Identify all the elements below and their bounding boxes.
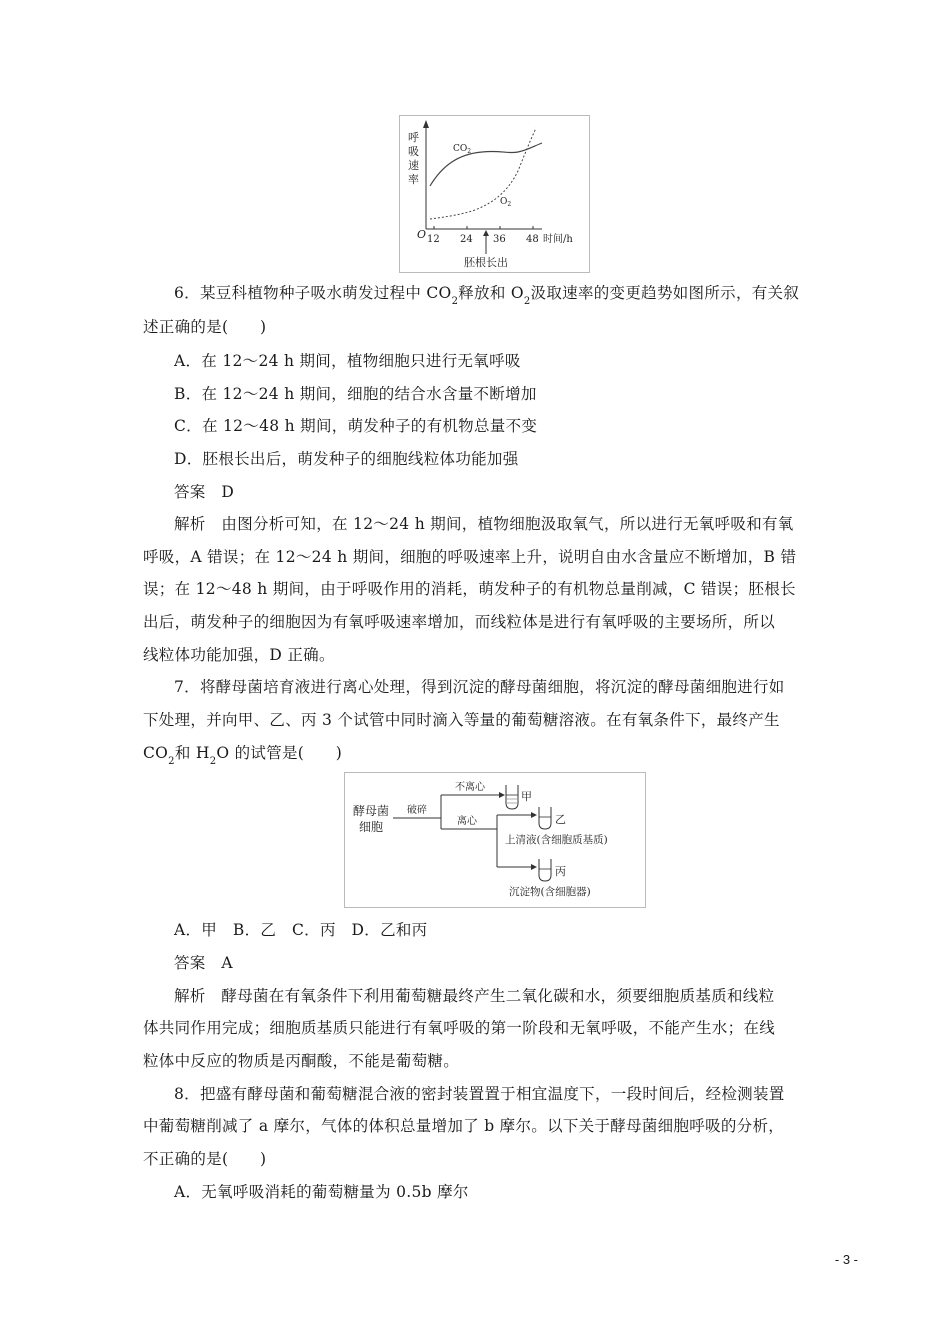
respiration-rate-graph (400, 116, 589, 272)
annotation-label: 胚根长出 (464, 256, 508, 269)
no-centrifuge-label: 不离心 (455, 782, 485, 793)
yeast-diagram-figure (344, 772, 646, 908)
centrifuge-label: 离心 (457, 816, 477, 827)
q7-options: A．甲 B．乙 C．丙 D．乙和丙 (174, 921, 428, 939)
q6-option-d: D．胚根长出后，萌发种子的细胞线粒体功能加强 (174, 450, 519, 468)
q6-explanation-2: 呼吸，A 错误；在 12～24 h 期间，细胞的呼吸速率上升，说明自由水含量应不断增加，B 错 (143, 548, 797, 566)
respiration-rate-figure (399, 115, 590, 273)
q6-answer: 答案 D (174, 483, 235, 501)
tube-yi (539, 807, 551, 829)
page-number: - 3 - (834, 1252, 858, 1267)
yeast-cell-label-1: 酵母菌 (353, 804, 390, 818)
q8-option-a: A．无氧呼吸消耗的葡萄糖量为 0.5b 摩尔 (174, 1183, 469, 1201)
q6-option-c: C．在 12～48 h 期间，萌发种子的有机物总量不变 (174, 417, 538, 435)
q6-explanation-3: 误；在 12～48 h 期间，由于呼吸作用的消耗，萌发种子的有机物总量削减，C 错误；胚根长 (143, 580, 796, 598)
q7-explanation-3: 粒体中反应的物质是丙酮酸，不能是葡萄糖。 (143, 1052, 460, 1070)
q7-line-2: 下处理，并向甲、乙、丙 3 个试管中同时滴入等量的葡萄糖溶液。在有氧条件下，最终产生 (143, 711, 780, 729)
tick-12: 12 (427, 234, 440, 245)
break-label: 破碎 (407, 805, 427, 816)
q6-line-2: 述正确的是( ) (143, 318, 267, 336)
x-unit-label: 时间/h (543, 234, 573, 245)
ylabel-char-2: 吸 (408, 145, 419, 158)
ylabel-char-4: 率 (408, 173, 419, 186)
q7-explanation-2: 体共同作用完成；细胞质基质只能进行有氧呼吸的第一阶段和无氧呼吸，不能产生水；在线 (143, 1019, 776, 1037)
origin-label: O (417, 228, 427, 241)
q8-line-2: 中葡萄糖削减了 a 摩尔，气体的体积总量增加了 b 摩尔。以下关于酵母菌细胞呼吸的分析， (143, 1117, 785, 1135)
ylabel-char-1: 呼 (408, 131, 419, 144)
tube-yi-label: 乙 (555, 813, 566, 826)
tube-jia-label: 甲 (521, 790, 532, 803)
supernatant-label: 上清液(含细胞质基质) (505, 834, 608, 846)
co2-label: $CO_2$ (453, 144, 472, 155)
sediment-label: 沉淀物(含细胞器) (509, 886, 591, 898)
tick-24: 24 (460, 234, 473, 245)
q7-explanation-1: 解析 酵母菌在有氧条件下利用葡萄糖最终产生二氧化碳和水，须要细胞质基质和线粒 (174, 987, 775, 1005)
yeast-cell-label-2: 细胞 (359, 820, 384, 834)
y-axis-arrow (423, 120, 429, 128)
tube-bing-label: 丙 (555, 865, 566, 878)
tick-36: 36 (493, 234, 506, 245)
q6-option-a: A．在 12～24 h 期间，植物细胞只进行无氧呼吸 (174, 352, 521, 370)
q7-answer: 答案 A (174, 954, 233, 972)
q6-explanation-4: 出后，萌发种子的细胞因为有氧呼吸速率增加，而线粒体是进行有氧呼吸的主要场所，所以 (143, 613, 776, 631)
q6-option-b: B．在 12～24 h 期间，细胞的结合水含量不断增加 (174, 385, 537, 403)
co2-curve (430, 143, 542, 186)
o2-curve (430, 128, 536, 219)
q6-line-1: 6．某豆科植物种子吸水萌发过程中 $CO_2$释放和 $O_2$汲取速率的变更趋势如图所示，有关叙 (174, 284, 800, 307)
annotation-arrowhead (483, 230, 489, 236)
o2-label: $O_2$ (500, 197, 512, 208)
tube-jia (506, 785, 518, 809)
ylabel-char-3: 速 (408, 159, 419, 172)
q7-line-3: $CO_2$和 $H_2O$ 的试管是( ) (143, 744, 343, 767)
q6-explanation-1: 解析 由图分析可知，在 12～24 h 期间，植物细胞汲取氧气，所以进行无氧呼吸和有氧 (174, 515, 794, 533)
q6-explanation-5: 线粒体功能加强，D 正确。 (143, 646, 335, 664)
q7-line-1: 7．将酵母菌培育液进行离心处理，得到沉淀的酵母菌细胞，将沉淀的酵母菌细胞进行如 (174, 678, 785, 696)
q8-line-1: 8．把盛有酵母菌和葡萄糖混合液的密封装置置于相宜温度下，一段时间后，经检测装置 (174, 1085, 785, 1103)
yeast-processing-diagram (345, 773, 645, 907)
tick-48: 48 (526, 234, 539, 245)
q8-line-3: 不正确的是( ) (143, 1150, 267, 1168)
tube-bing (539, 859, 551, 881)
